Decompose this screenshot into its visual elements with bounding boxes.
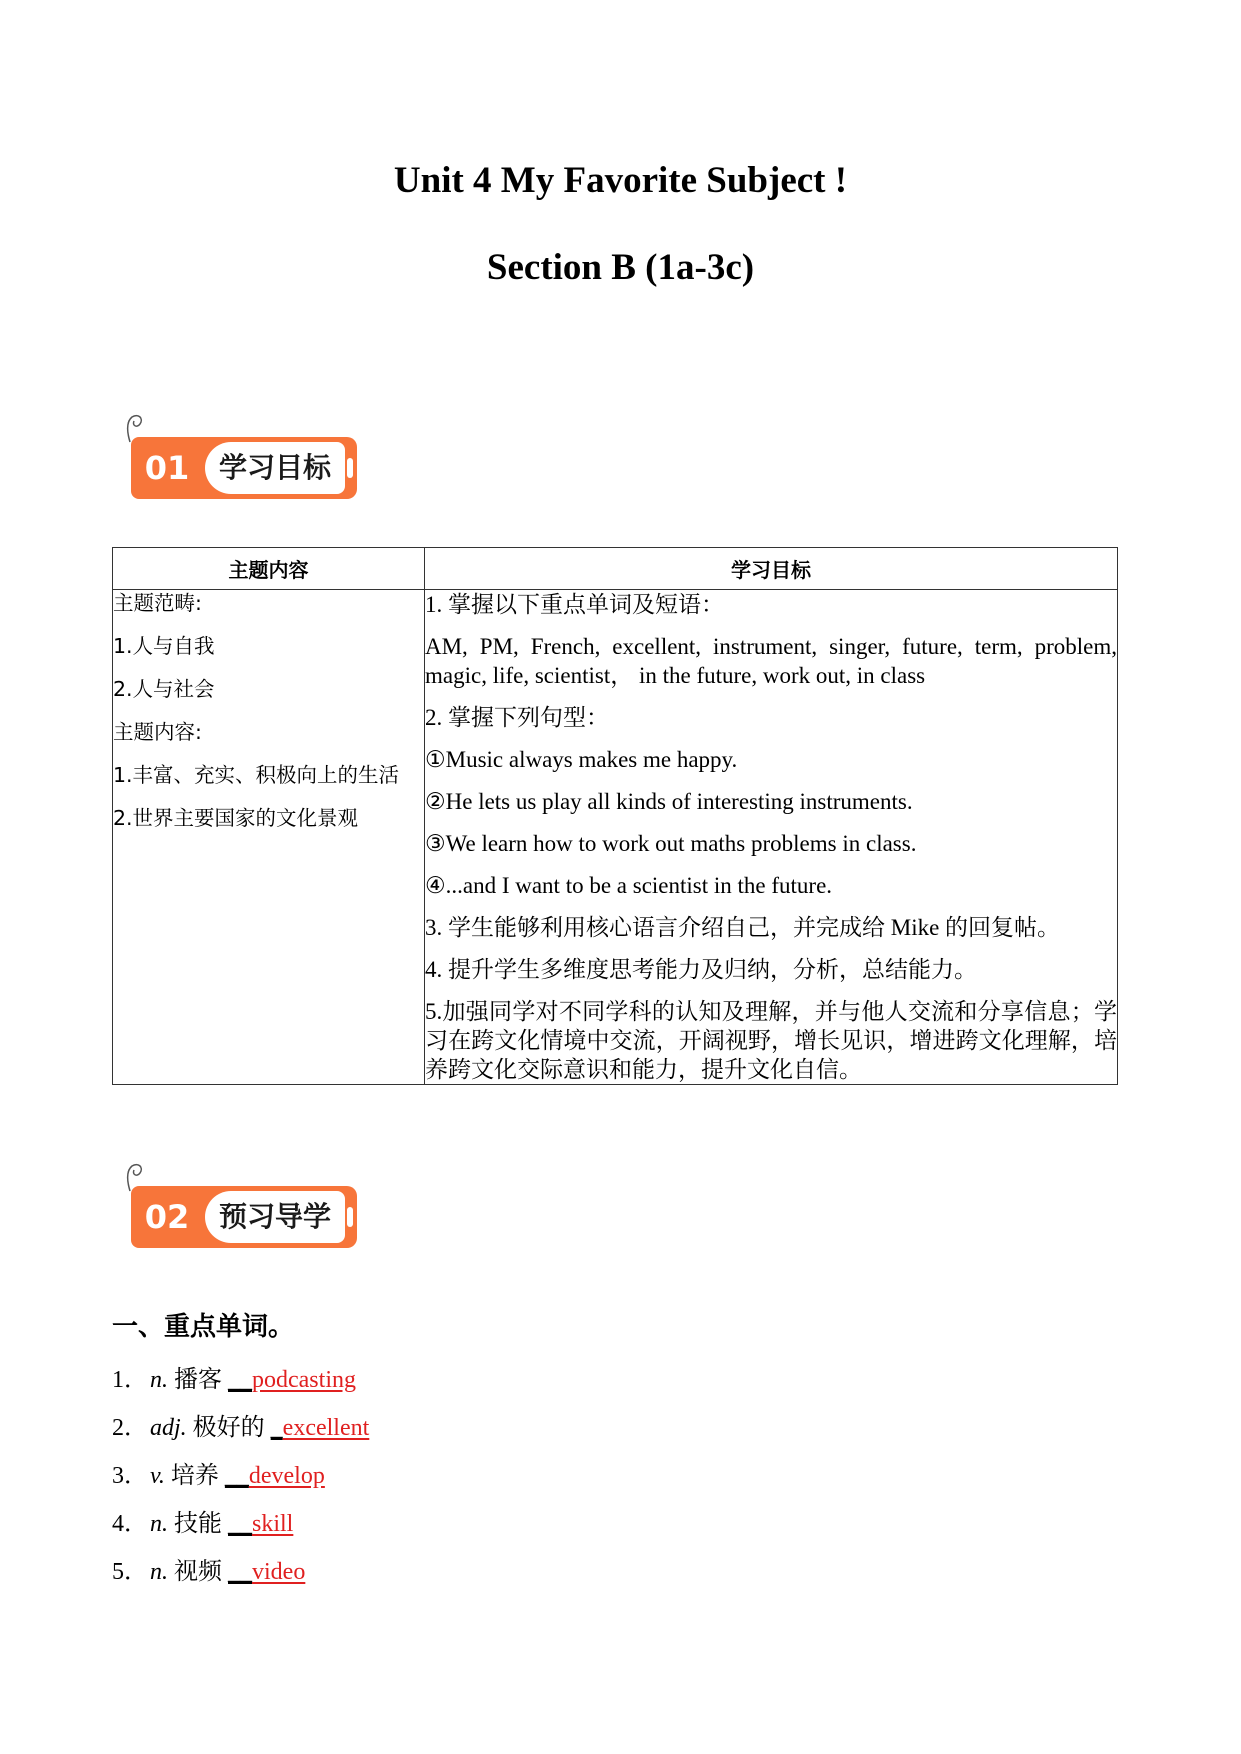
topic-cell [113,590,425,1085]
badge-label: 预习导学 [205,1191,345,1243]
goal-item: ①Music always makes me happy. [425,747,738,772]
topic-item: 2.世界主要国家的文化景观 [113,806,359,830]
goal-item: ④...and I want to be a scientist in the future. [425,873,833,898]
goal-item: 3. 学生能够利用核心语言介绍自己，并完成给 Mike 的回复帖。 [425,915,1061,940]
section-subtitle: Section B (1a-3c) [486,247,755,288]
vocab-item: 1．n. 播客 __podcasting [112,1367,356,1393]
goal-item: 1. 掌握以下重点单词及短语： [425,592,724,617]
topic-item: 1.人与自我 [113,634,215,658]
table-header-goals: 学习目标 [425,548,1118,590]
vocab-item: 3．v. 培养 __develop [112,1463,325,1489]
goal-item: 2. 掌握下列句型： [425,705,609,730]
vocab-answer: excellent [282,1415,370,1441]
table-header-topic: 主题内容 [113,548,425,590]
badge-number: 02 [131,1186,203,1248]
topic-item: 2.人与社会 [113,677,215,701]
vocab-heading: 一、重点单词。 [112,1312,295,1342]
goals-cell [425,590,1118,1085]
section-badge-preview [124,1161,364,1257]
unit-title: Unit 4 My Favorite Subject ! [393,160,848,201]
topic-item: 主题范畴: [113,591,202,615]
vocab-item: 2．adj. 极好的 _excellent [112,1415,370,1441]
goal-item: ③We learn how to work out maths problems in class. [425,831,917,856]
badge-label: 学习目标 [205,442,345,494]
vocab-answer: develop [248,1463,325,1489]
vocab-item: 5．n. 视频 __video [112,1559,306,1585]
goal-item: 4. 提升学生多维度思考能力及归纳，分析，总结能力。 [425,957,977,982]
vocab-answer: video [252,1559,306,1585]
vocab-answer: skill [252,1511,294,1537]
learning-goals-table [112,547,1118,1085]
vocab-item: 4．n. 技能 __skill [112,1511,294,1537]
topic-item: 主题内容: [113,720,202,744]
vocab-answer: podcasting [252,1367,356,1393]
topic-item: 1.丰富、充实、积极向上的生活 [113,763,400,787]
goal-item: 5.加强同学对不同学科的认知及理解，并与他人交流和分享信息；学习在跨文化情境中交流，开阔视野，增长见识，增进跨文化理解，培养跨文化交际意识和能力，提升文化自信。 [425,999,1117,1082]
badge-number: 01 [131,437,203,499]
section-badge-goals [124,412,364,508]
goal-item: ②He lets us play all kinds of interesting instruments. [425,789,913,814]
goal-item: AM, PM, French, excellent, instrument, singer, future, term, problem, magic, life, scientist， in the future, work out, in class [425,634,1117,688]
